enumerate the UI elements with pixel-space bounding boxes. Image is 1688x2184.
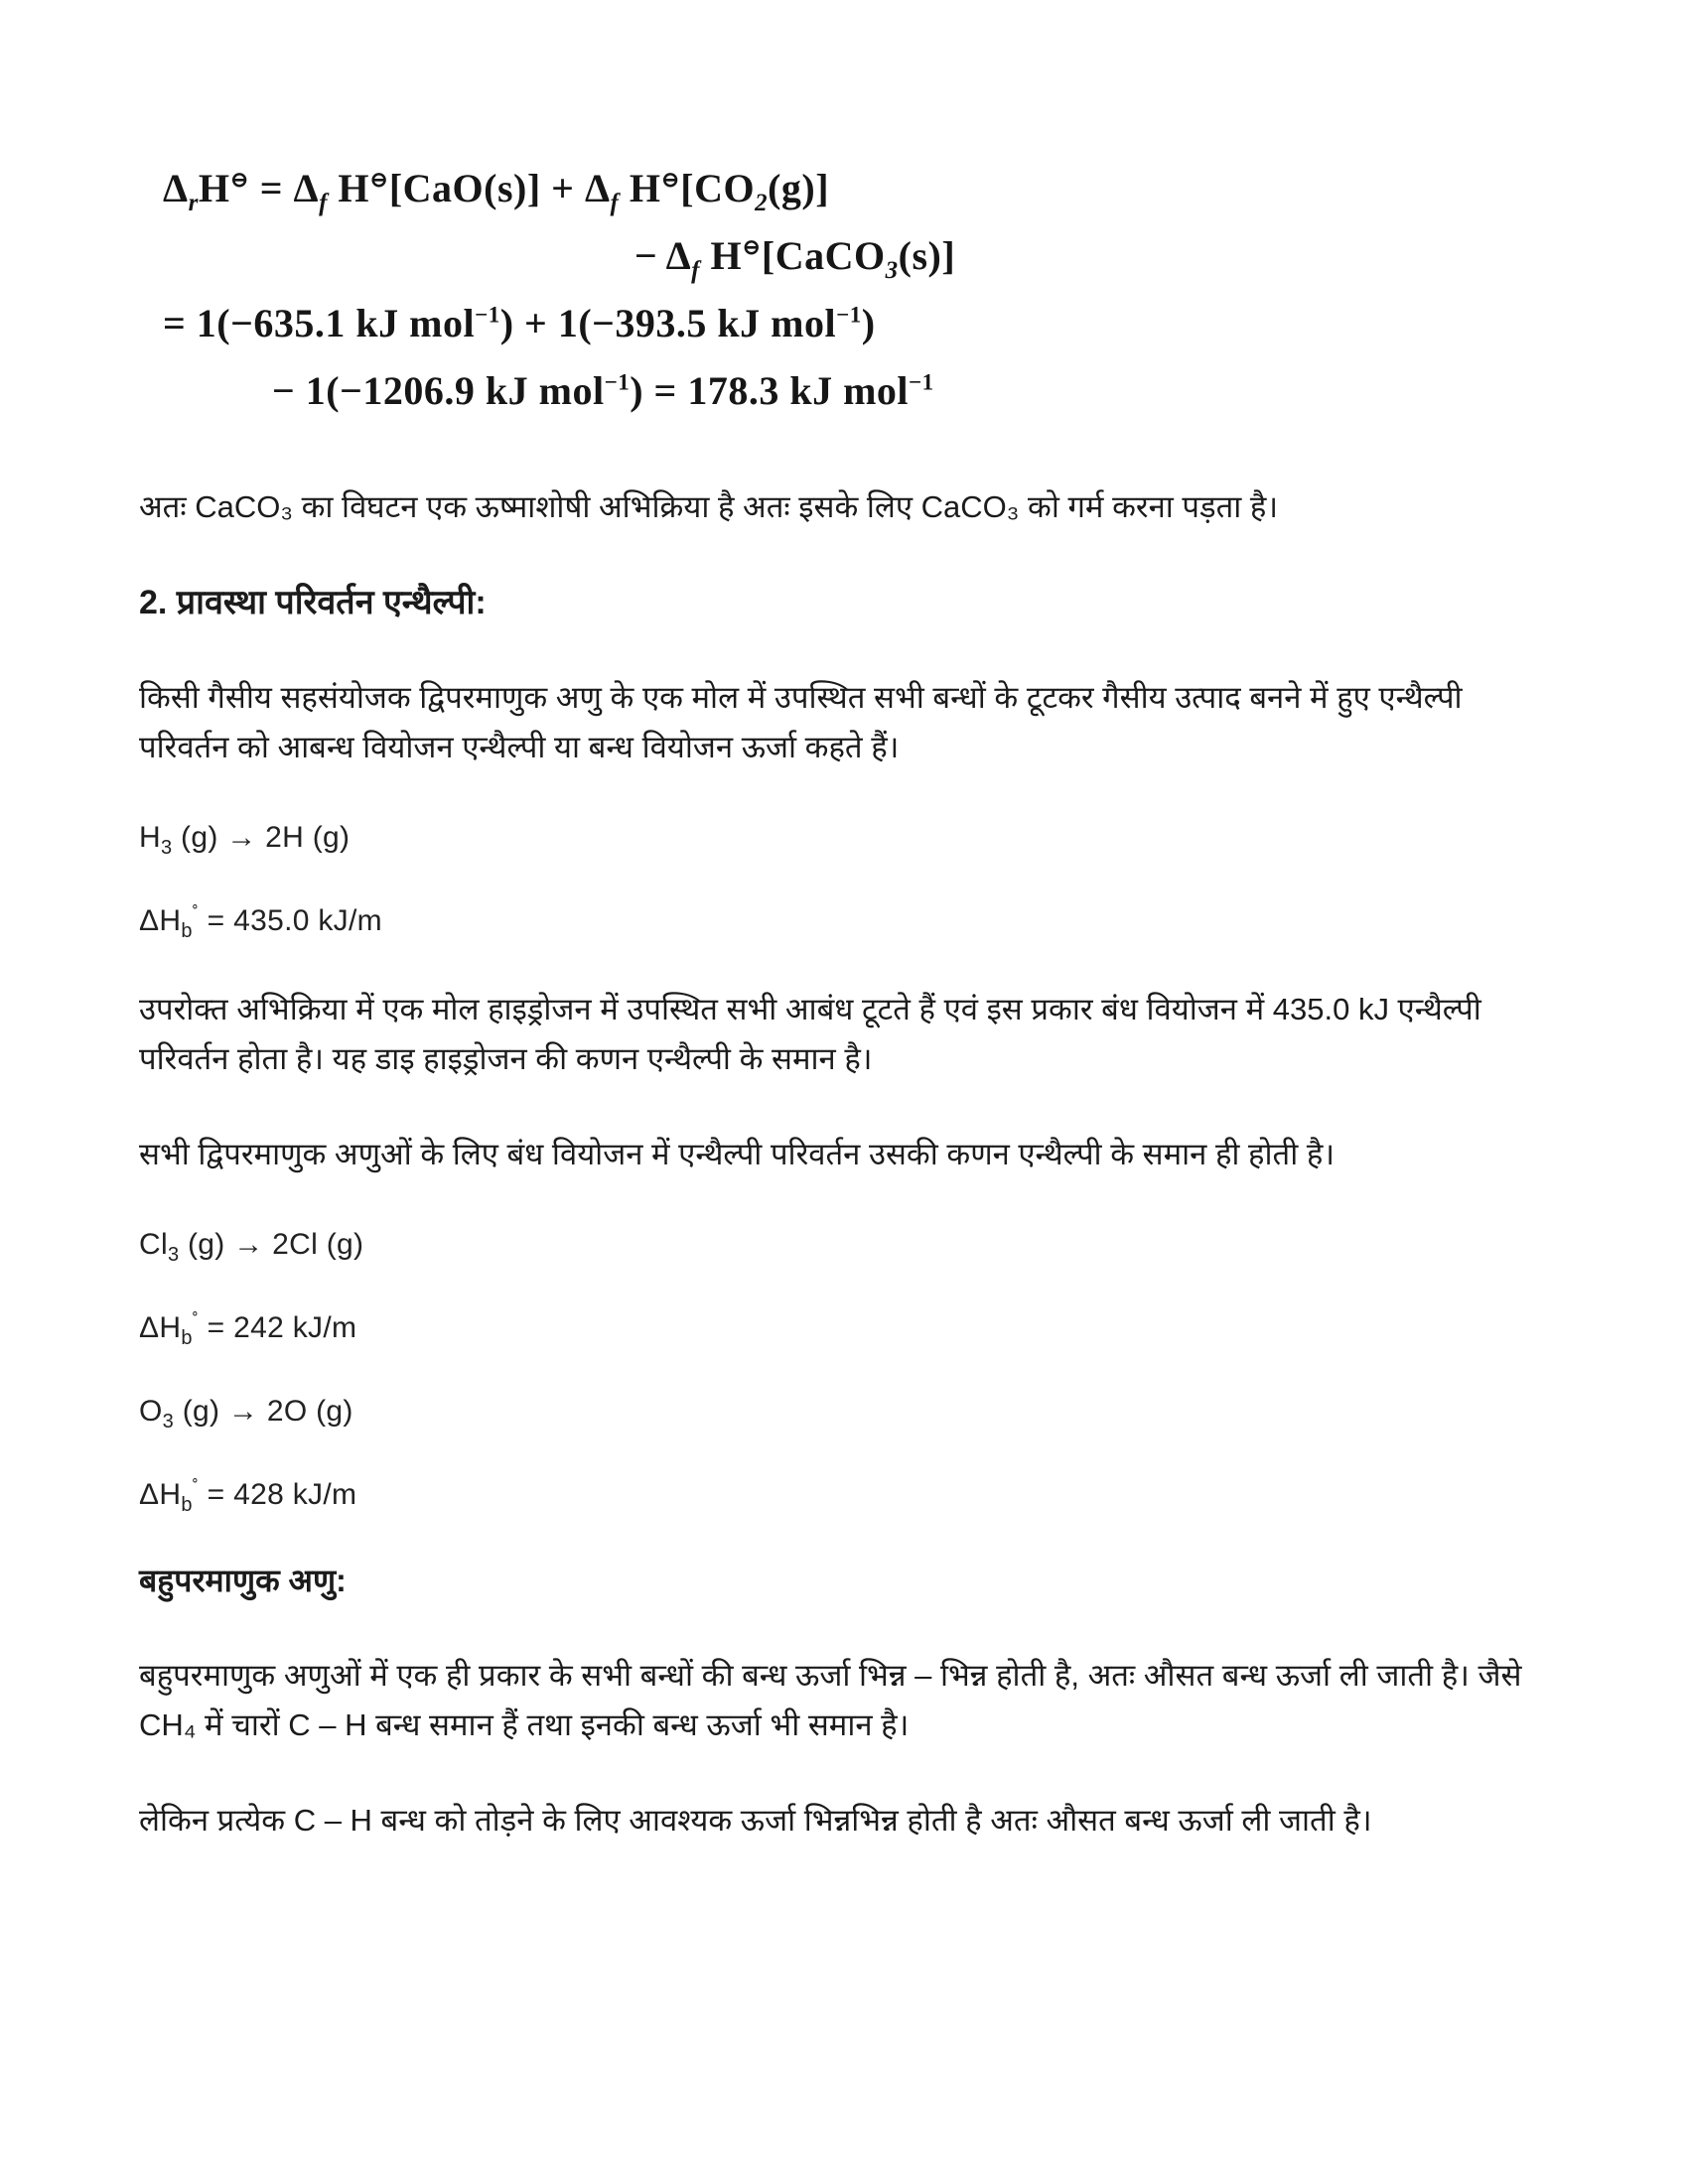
formula-line-4: − 1(−1206.9 kJ mol$^{-1}$) = 178.3 kJ mol$^{-1}$	[272, 368, 934, 413]
formula-line-2: − $\Delta_f$ H⊖[CaCO$_3$(s)]	[634, 233, 956, 284]
reaction-enthalpy-formula-image	[163, 155, 1554, 425]
equation-oxygen-dissociation: $O_3$ (g) → 2O (g)	[139, 1395, 353, 1433]
paragraph-bond-dissociation-definition: किसी गैसीय सहसंयोजक द्विपरमाणुक अणु के एक मोल में उपस्थित सभी बन्धों के टूटकर गैसीय उत्पाद बनने में हुए एन्थैल्पी परिवर्तन को आबन्ध वियोजन एन्थैल्पी या बन्ध वियोजन ऊर्जा कहते हैं।	[139, 680, 1463, 764]
equation-hydrogen-bond-enthalpy: $\Delta H_b^˚ = 435.0$ kJ/m	[139, 903, 382, 942]
section-heading-phase-change-enthalpy: 2. प्रावस्था परिवर्तन एन्थैल्पी:	[139, 584, 487, 621]
paragraph-ch-bond-average-energy: लेकिन प्रत्येक C – H बन्ध को तोड़ने के लिए आवश्यक ऊर्जा भिन्नभिन्न होती है अतः औसत बन्ध ऊर्जा ली जाती है।	[139, 1803, 1372, 1838]
equation-chlorine-dissociation: $Cl_3$ (g) → 2Cl (g)	[139, 1228, 364, 1266]
paragraph-hydrogen-example: उपरोक्त अभिक्रिया में एक मोल हाइड्रोजन में उपस्थित सभी आबंध टूटते हैं एवं इस प्रकार बंध वियोजन में 435.0 kJ एन्थैल्पी परिवर्तन होता है। यह डाइ हाइड्रोजन की कणन एन्थैल्पी के समान है।	[139, 992, 1481, 1076]
equation-oxygen-bond-enthalpy: $\Delta H_b^˚ = 428$ kJ/m	[139, 1477, 357, 1516]
paragraph-polyatomic-bond-energy: बहुपरमाणुक अणुओं में एक ही प्रकार के सभी बन्धों की बन्ध ऊर्जा भिन्न – भिन्न होती है, अतः औसत बन्ध ऊर्जा ली जाती है। जैसे CH₄ में चारों C – H बन्ध समान हैं तथा इनकी बन्ध ऊर्जा भी समान है।	[139, 1658, 1522, 1742]
equation-chlorine-bond-enthalpy: $\Delta H_b^˚ = 242$ kJ/m	[139, 1310, 357, 1349]
paragraph-caco3-conclusion: अतः CaCO₃ का विघटन एक ऊष्माशोषी अभिक्रिया है अतः इसके लिए CaCO₃ को गर्म करना पड़ता है।	[139, 489, 1279, 524]
formula-line-1: $\Delta_rH^⊖ = \Delta_f$ $H^⊖[CaO(s)] + \Delta_f$ $H^⊖[CO_2(g)]$	[163, 166, 830, 216]
formula-line-3: = 1(−635.1 kJ mol$^{-1}$) + 1(−393.5 kJ mol$^{-1}$)	[163, 301, 876, 345]
section-heading-polyatomic-molecules: बहुपरमाणुक अणु:	[139, 1563, 347, 1598]
paragraph-diatomic-molecules: सभी द्विपरमाणुक अणुओं के लिए बंध वियोजन में एन्थैल्पी परिवर्तन उसकी कणन एन्थैल्पी के समान ही होती है।	[139, 1137, 1336, 1171]
equation-hydrogen-dissociation: $H_3$ (g) → 2H (g)	[139, 821, 351, 859]
